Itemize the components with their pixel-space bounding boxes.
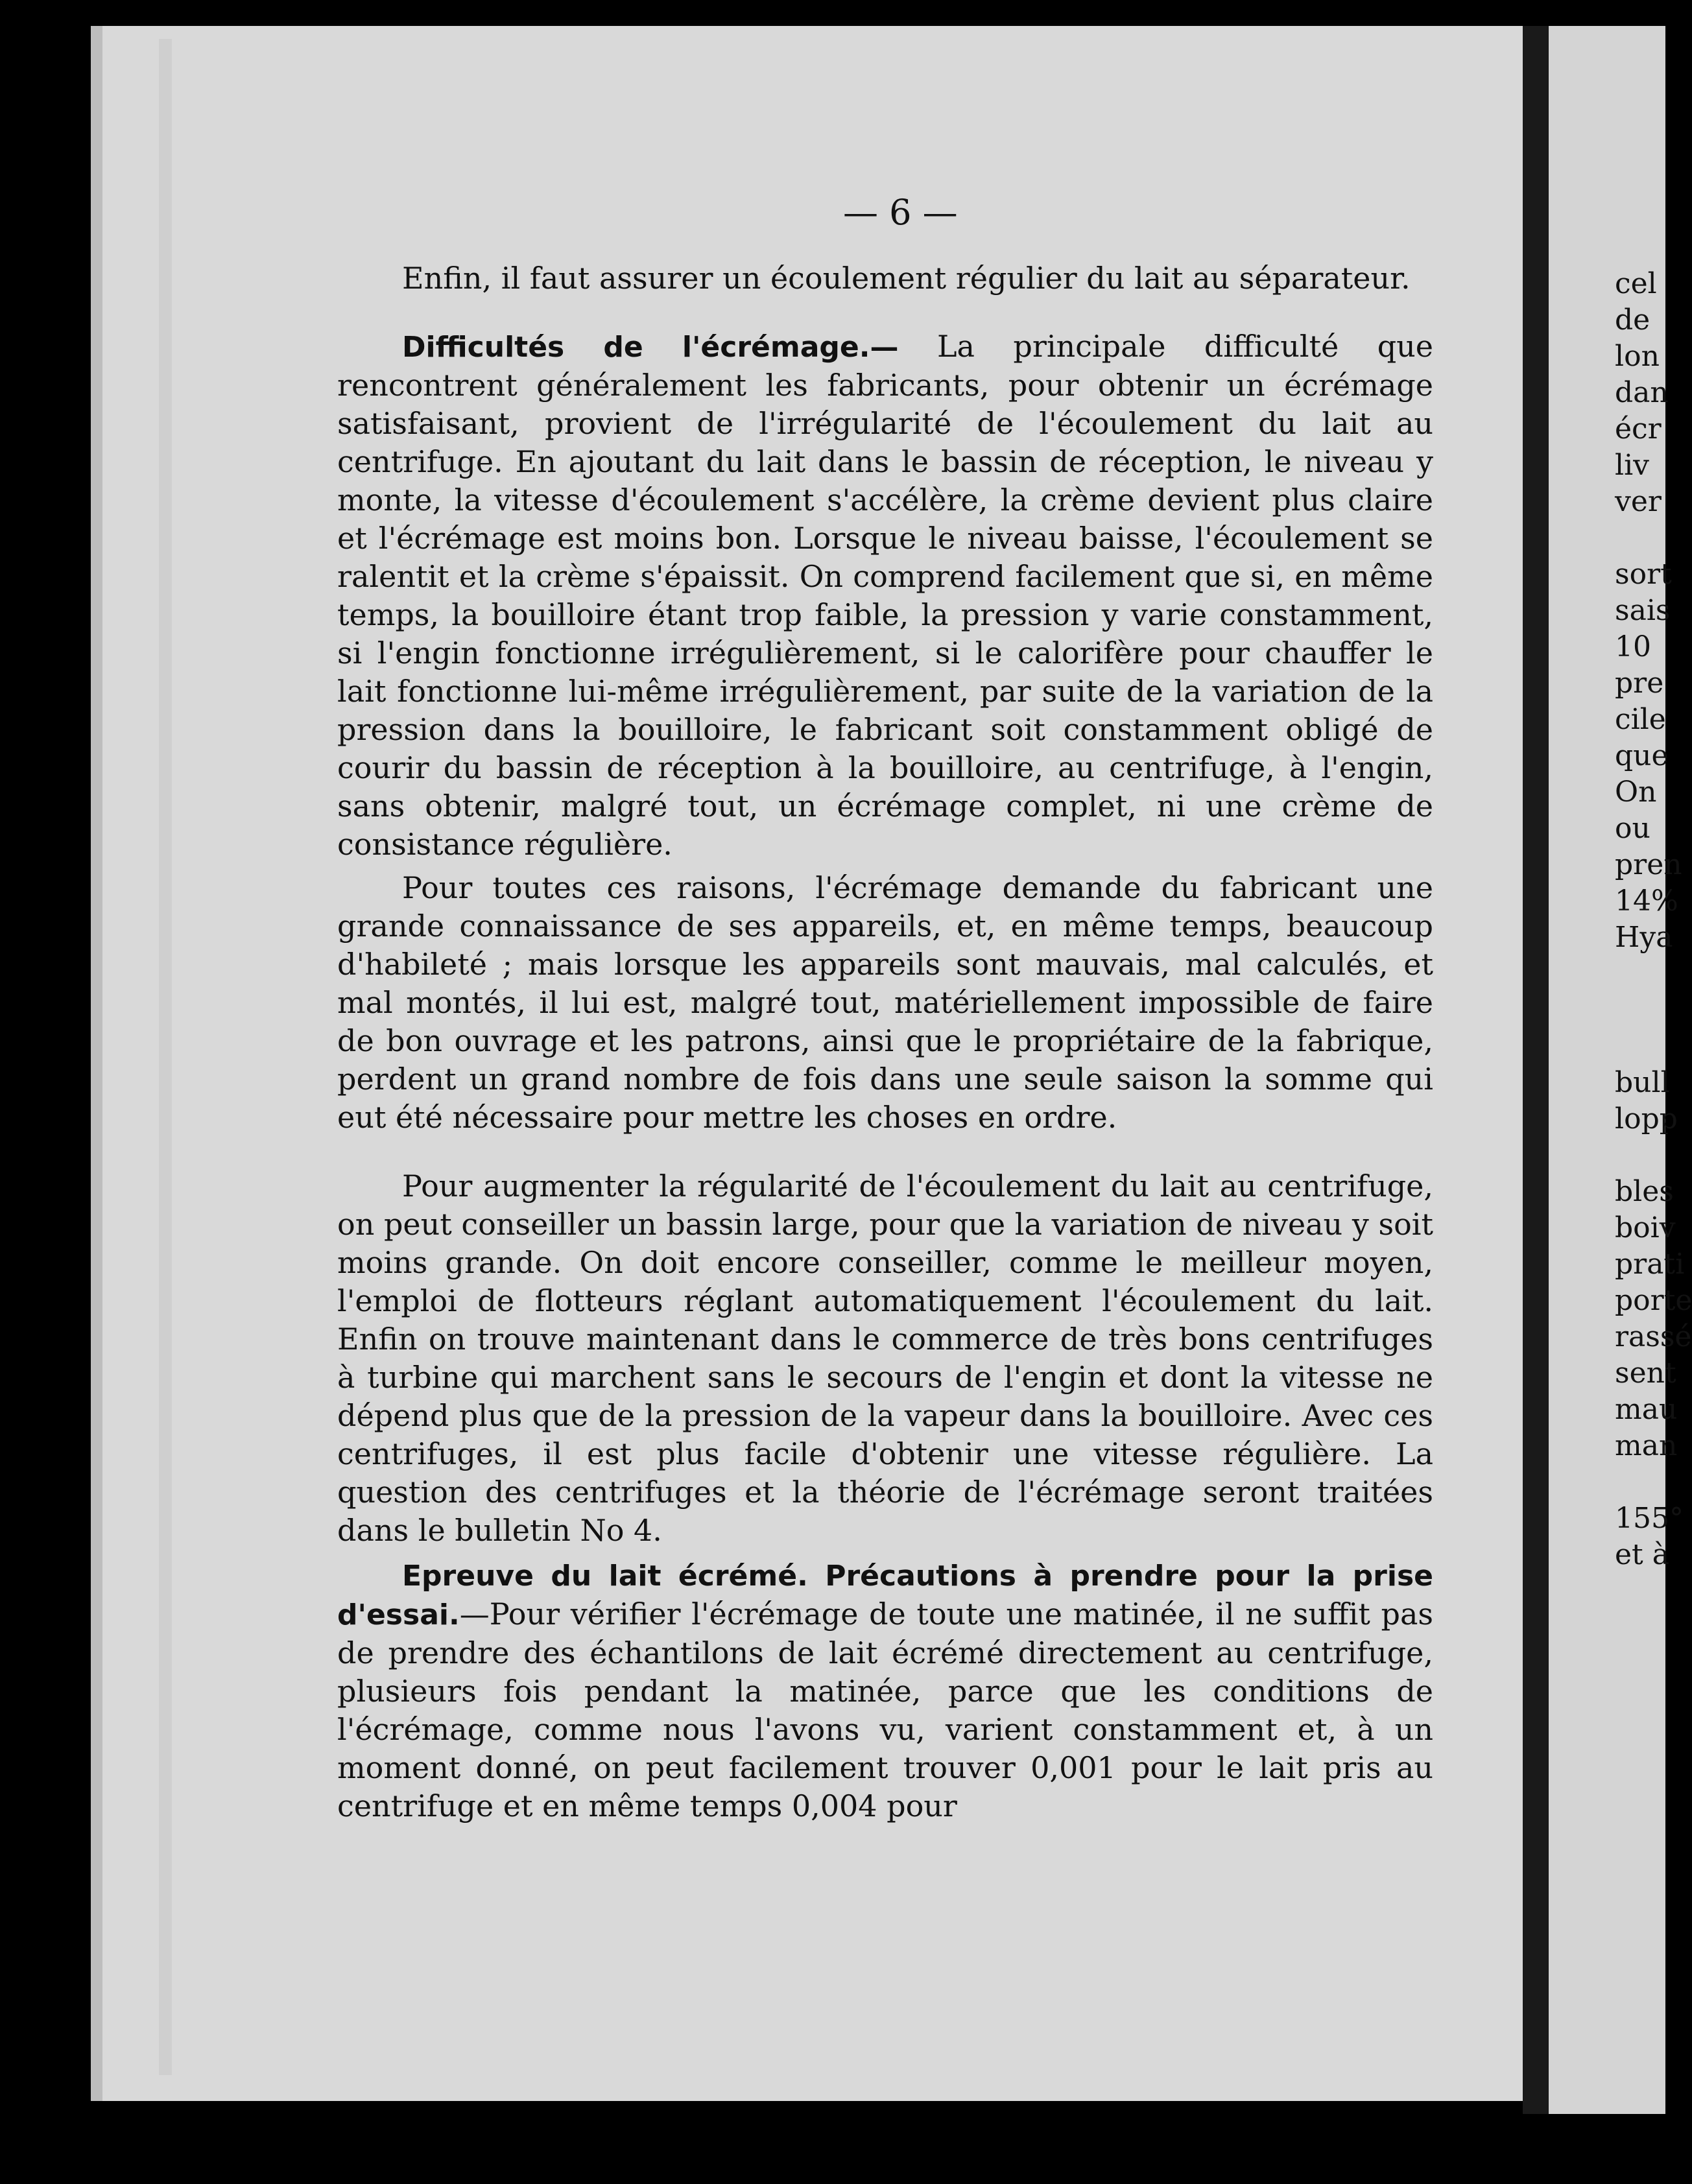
facing-page-fragment: rassé xyxy=(1615,1320,1692,1353)
facing-page-fragment: bles xyxy=(1615,1175,1674,1208)
section-epreuve xyxy=(337,1556,1433,1825)
section-difficultes xyxy=(337,327,1433,864)
facing-page-fragment: ou xyxy=(1615,812,1650,845)
facing-page-fragment: bull xyxy=(1615,1066,1670,1099)
facing-page-fragment: pre xyxy=(1615,667,1664,700)
facing-page-fragment: sais xyxy=(1615,594,1671,627)
facing-page-fragment xyxy=(1615,1028,1692,1065)
facing-page-fragment xyxy=(1615,1137,1692,1174)
facing-page-fragment: dan xyxy=(1615,376,1669,409)
intro-text: Enfin, il faut assurer un écoulement régulier du lait au séparateur. xyxy=(402,261,1411,296)
paragraph-regularite xyxy=(337,1167,1433,1550)
facing-page-fragment: de xyxy=(1615,303,1650,337)
section-difficultes-body: La principale difficulté que rencontrent généralement les fabricants, pour obtenir un écrémage satisfaisant, provient de l'irrégularité de l'écoulement du lait au centrifuge. En ajoutant du lait dans le bassin de réception, le niveau y monte, la vitesse d'écoulement s'accélère, la crème devient plus claire et l'écrémage est moins bon. Lorsque le niveau baisse, l'écoulement se ralentit et la crème s'épaissit. On comprend facilement que si, en même temps, la bouilloire étant trop faible, la pression y varie constamment, si l'engin fonctionne irrégulièrement, si le calorifère pour chauffer le lait fonctionne lui-même irrégulièrement, par suite de la variation de la pression dans la bouilloire, le fabricant soit constamment obligé de courir du bassin de réception à la bouilloire, au centrifuge, à l'engin, sans obtenir, malgré tout, un écrémage complet, ni une crème de consistance régulière. xyxy=(337,329,1434,862)
book-gutter xyxy=(1523,26,1549,2114)
section-epreuve-paragraph xyxy=(337,1556,1433,1825)
facing-page-fragment: sort xyxy=(1615,558,1672,591)
facing-page-fragment: lopp xyxy=(1615,1102,1678,1135)
facing-page-fragment: et à xyxy=(1615,1538,1669,1571)
facing-page-fragment: On xyxy=(1615,776,1657,809)
facing-page-fragment xyxy=(1615,956,1692,992)
facing-page-fragment: man xyxy=(1615,1429,1678,1462)
facing-page-fragment: cile xyxy=(1615,703,1666,736)
section-epreuve-body: —Pour vérifier l'écrémage de toute une matinée, il ne suffit pas de prendre des échantilons de lait écrémé directement au centrifuge, plusieurs fois pendant la matinée, parce que les conditions de l'écrémage, comme nous l'avons vu, varient constamment et, à un moment donné, on peut facilement trouver 0,001 pour le lait pris au centrifuge et en même temps 0,004 pour xyxy=(337,1596,1433,1823)
facing-page-fragment xyxy=(1615,992,1692,1028)
facing-page-fragment: 10 xyxy=(1615,630,1651,663)
facing-page-fragment: Hya xyxy=(1615,921,1673,954)
intro-paragraph xyxy=(337,259,1433,298)
facing-page-fragment: 14% xyxy=(1615,884,1678,918)
paragraph-raisons xyxy=(337,869,1433,1137)
facing-page-fragment: liv xyxy=(1615,449,1650,482)
facing-page-fragment: que xyxy=(1615,739,1669,772)
facing-page-fragment: prati xyxy=(1615,1248,1685,1281)
facing-page-fragment: pren xyxy=(1615,848,1682,881)
facing-page-fragment: sent xyxy=(1615,1357,1676,1390)
section-difficultes-heading: Difficultés de l'écrémage.— xyxy=(402,331,899,364)
facing-page-text xyxy=(1615,266,1692,1573)
facing-page-fragment: porte xyxy=(1615,1284,1692,1317)
facing-page-fragment: lon xyxy=(1615,340,1660,373)
paragraph-raisons-text: Pour toutes ces raisons, l'écrémage demande du fabricant une grande connaissance de ses appareils, et, en même temps, beaucoup d'habileté ; mais lorsque les appareils sont mauvais, mal calculés, et mal montés, il lui est, malgré tout, matériellement impossible de faire de bon ouvrage et les patrons, ainsi que le propriétaire de la fabrique, perdent un grand nombre de fois dans une seule saison la somme qui eut été nécessaire pour mettre les choses en ordre. xyxy=(337,870,1433,1135)
page-edge xyxy=(159,39,172,2075)
facing-page-fragment xyxy=(1615,520,1692,556)
section-epreuve-heading: Epreuve du lait écrémé. Précautions à prendre pour la prise d'essai. xyxy=(337,1560,1433,1632)
facing-page-fragment: cel xyxy=(1615,267,1657,300)
facing-page-fragment: 155° xyxy=(1615,1502,1684,1535)
paragraph-regularite-text: Pour augmenter la régularité de l'écoulement du lait au centrifuge, on peut conseiller un bassin large, pour que la variation de niveau y soit moins grande. On doit encore conseiller, comme le meilleur moyen, l'emploi de flotteurs réglant automatiquement l'écoulement du lait. Enfin on trouve maintenant dans le commerce de très bons centrifuges à turbine qui marchent sans le secours de l'engin et dont la vitesse ne dépend plus que de la pression de la vapeur dans la bouilloire. Avec ces centrifuges, il est plus facile d'obtenir une vitesse régulière. La question des centrifuges et la théorie de l'écrémage seront traitées dans le bulletin No 4. xyxy=(337,1169,1433,1548)
page-number: — 6 — xyxy=(843,192,958,233)
section-difficultes-paragraph xyxy=(337,327,1433,864)
facing-page-fragment xyxy=(1615,1464,1692,1501)
facing-page-fragment: boiv xyxy=(1615,1211,1676,1244)
facing-page-fragment: ver xyxy=(1615,485,1662,518)
facing-page-fragment: écr xyxy=(1615,412,1662,445)
facing-page-fragment: mau xyxy=(1615,1393,1678,1426)
